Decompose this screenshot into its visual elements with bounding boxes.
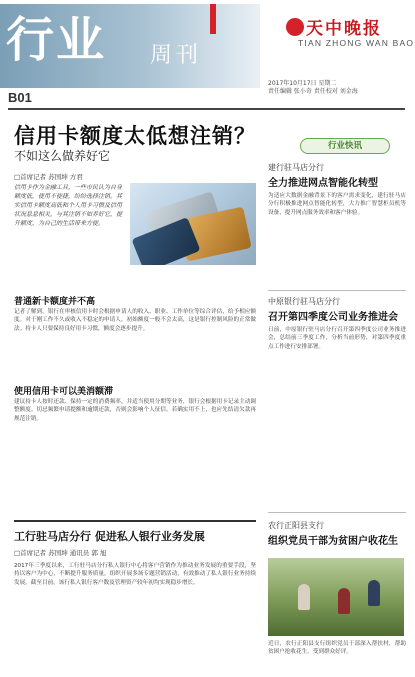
lower-article-byline: □首席记者 苏国坤 通讯员 郭 旭 xyxy=(14,549,107,557)
section-body: 建议持卡人按时还款、保持一定的消费频率，并适当使用分期等业务，银行会根据用卡记录主动调整额度。切忌频繁申请提额和逾期还款，否则会影响个人征信。若确实用不上，也应先结清欠款再规范注销。 xyxy=(14,399,256,422)
section-weekly: 周刊 xyxy=(150,43,203,68)
person-figure xyxy=(368,580,380,606)
issue-date: 2017年10月17日 星期二 xyxy=(268,80,337,87)
accent-bar xyxy=(210,4,216,34)
sidebar-item-org: 中原银行驻马店分行 xyxy=(268,297,340,306)
section-heading: 使用信用卡可以美消额滞 xyxy=(14,387,114,397)
page-number: B01 xyxy=(8,90,32,105)
person-figure xyxy=(338,588,350,614)
sidebar-item-headline: 全力推进网点智能化转型 xyxy=(268,178,378,189)
person-figure xyxy=(298,584,310,610)
article-intro: 信用卡作为金融工具，一些市民认为自身额度低，使用不便捷，纷纷选择注销。其实信用卡额度高低和个人用卡习惯及信用状况息息相关，与其注销不如养好它，提升额度，为自己的生活带来方便。 xyxy=(14,184,123,227)
lower-article-headline: 工行驻马店分行 促进私人银行业务发展 xyxy=(14,530,205,543)
article-headline: 信用卡额度太低想注销？ xyxy=(14,124,256,148)
sidebar-item-org: 建行驻马店分行 xyxy=(268,163,324,172)
sidebar-item-body: 为适应大数据金融背景下的客户需求变化，建行驻马店分行积极推进网点智能化转型，大力推广智慧柜员机等设备，提升网点服务效率和客户体验。 xyxy=(268,193,406,216)
newspaper-logo: 天中晚报 xyxy=(306,19,382,39)
sidebar-item-body: 日前，中原银行驻马店分行召开第四季度公司业务推进会，总结前三季度工作，分析当前形势，对第四季度重点工作进行安排部署。 xyxy=(268,327,406,350)
article-subhead: 不如这么做养好它 xyxy=(14,149,111,163)
section-divider xyxy=(14,520,256,522)
sidebar-divider xyxy=(268,290,406,291)
lower-article-body: 2017年三季度以来，工行驻马店分行私人银行中心将客户营销作为推动业务发展的重要手段，坚持以客户为中心，不断提升服务质量，组织开展多场专题营销活动，有效推动了私人银行业务持续发展。截至目前，该行私人银行客户数及管理资产较年初均实现稳步增长。 xyxy=(14,563,256,586)
newspaper-logo-icon xyxy=(286,18,304,36)
section-heading: 普通新卡额度并不高 xyxy=(14,297,96,307)
sidebar-item-body: 近日，农行正阳县支行组织党员干部深入帮扶村，帮助贫困户抢收花生，受到群众好评。 xyxy=(268,641,406,656)
sidebar-item-org: 农行正阳县支行 xyxy=(268,521,324,530)
credit-card-photo xyxy=(130,183,256,265)
editor-credits: 责任编辑 张小奇 责任校对 刘金海 xyxy=(268,88,358,95)
farm-photo xyxy=(268,558,404,636)
section-body: 记者了解到，银行在审核信用卡时会根据申请人的收入、职业、工作单位等综合评估，给予相应额度。对于刚工作不久或收入不稳定的申请人，初始额度一般不会太高，这是银行控制风险的正常做法。持卡人只要保持良好用卡习惯，额度会逐步提升。 xyxy=(14,309,256,332)
article-byline: □首席记者 苏国坤 方君 xyxy=(14,173,83,181)
news-flash-tag: 行业快讯 xyxy=(300,138,390,154)
sidebar-divider xyxy=(268,512,406,513)
section-title: 行业 xyxy=(6,12,107,68)
sidebar-item-headline: 召开第四季度公司业务推进会 xyxy=(268,312,398,323)
header-rule xyxy=(8,108,405,110)
sidebar-item-headline: 组织党员干部为贫困户收花生 xyxy=(268,536,398,547)
newspaper-logo-pinyin: TIAN ZHONG WAN BAO xyxy=(298,38,415,48)
